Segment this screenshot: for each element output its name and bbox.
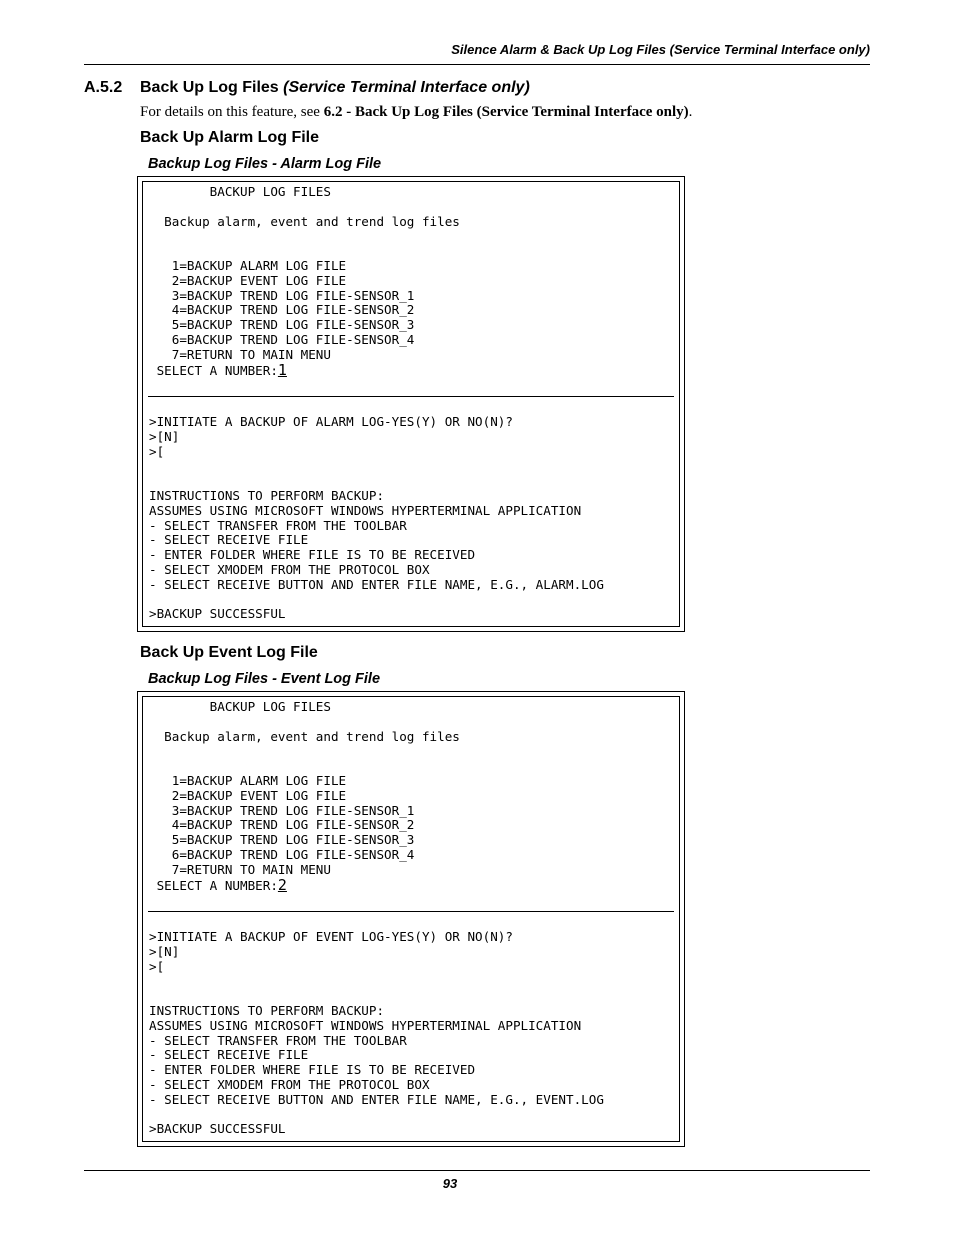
event-select-value: 2 [277, 875, 287, 894]
section-title: Back Up Log Files [140, 79, 279, 96]
alarm-caption: Backup Log Files - Alarm Log File [148, 156, 382, 172]
event-heading: Back Up Event Log File [140, 644, 318, 661]
event-menu-text: BACKUP LOG FILES Backup alarm, event and trend log files 1=BACKUP ALARM LOG FILE 2=BACKUP EVENT LOG FILE 3=BACKUP TREND LOG FILE-SENSOR_1 4=BACKUP TREND LOG FILE-SENSOR_2 5=BACKUP TREND LOG FILE-SENSOR_3 6=BACKUP TREND LOG FILE-SENSOR_4 7=RETURN TO MAIN MENU [164, 699, 460, 877]
intro-suffix: . [688, 104, 693, 120]
alarm-select-prompt: SELECT A NUMBER: [149, 362, 278, 378]
running-header: Silence Alarm & Back Up Log Files (Service Terminal Interface only) [451, 42, 870, 57]
alarm-terminal-box [137, 176, 685, 632]
alarm-select-value: 1 [277, 360, 287, 379]
alarm-heading: Back Up Alarm Log File [140, 129, 319, 146]
section-title-italic: (Service Terminal Interface only) [283, 79, 530, 96]
event-terminal-box [137, 691, 685, 1147]
header-rule [84, 64, 870, 65]
event-select-prompt: SELECT A NUMBER: [149, 877, 278, 893]
event-terminal-inner [142, 696, 680, 1142]
page-number: 93 [442, 1176, 458, 1191]
event-terminal-menu [149, 700, 460, 893]
intro-paragraph [140, 104, 692, 121]
footer-rule [84, 1170, 870, 1171]
intro-reference: 6.2 - Back Up Log Files (Service Terminal Interface only) [323, 104, 689, 120]
section-number: A.5.2 [84, 79, 123, 96]
event-caption: Backup Log Files - Event Log File [148, 671, 381, 687]
alarm-menu-text: BACKUP LOG FILES Backup alarm, event and trend log files 1=BACKUP ALARM LOG FILE 2=BACKUP EVENT LOG FILE 3=BACKUP TREND LOG FILE-SENSOR_1 4=BACKUP TREND LOG FILE-SENSOR_2 5=BACKUP TREND LOG FILE-SENSOR_3 6=BACKUP TREND LOG FILE-SENSOR_4 7=RETURN TO MAIN MENU [164, 184, 460, 362]
alarm-terminal-inner [142, 181, 680, 627]
alarm-terminal-menu [149, 185, 460, 378]
intro-prefix: For details on this feature, see [140, 104, 324, 120]
alarm-terminal-separator [148, 396, 674, 397]
event-terminal-response: >INITIATE A BACKUP OF EVENT LOG-YES(Y) OR NO(N)? >[N] >[ INSTRUCTIONS TO PERFORM BACKUP: ASSUMES USING MICROSOFT WINDOWS HYPERTERMINAL APPLICATION - SELECT TRANSFER FROM THE TOOLBAR - SELECT RECEIVE FILE - ENTER FOLDER WHERE FILE IS TO BE RECEIVED - SELECT XMODEM FROM THE PROTOCOL BOX - SELECT RECEIVE BUTTON AND ENTER FILE NAME, E.G., EVENT.LOG >BACKUP SUCCESSFUL [149, 929, 604, 1137]
event-terminal-separator [148, 911, 674, 912]
section-heading [84, 79, 530, 97]
alarm-terminal-response: >INITIATE A BACKUP OF ALARM LOG-YES(Y) OR NO(N)? >[N] >[ INSTRUCTIONS TO PERFORM BACKUP: ASSUMES USING MICROSOFT WINDOWS HYPERTERMINAL APPLICATION - SELECT TRANSFER FROM THE TOOLBAR - SELECT RECEIVE FILE - ENTER FOLDER WHERE FILE IS TO BE RECEIVED - SELECT XMODEM FROM THE PROTOCOL BOX - SELECT RECEIVE BUTTON AND ENTER FILE NAME, E.G., ALARM.LOG >BACKUP SUCCESSFUL [149, 414, 604, 622]
